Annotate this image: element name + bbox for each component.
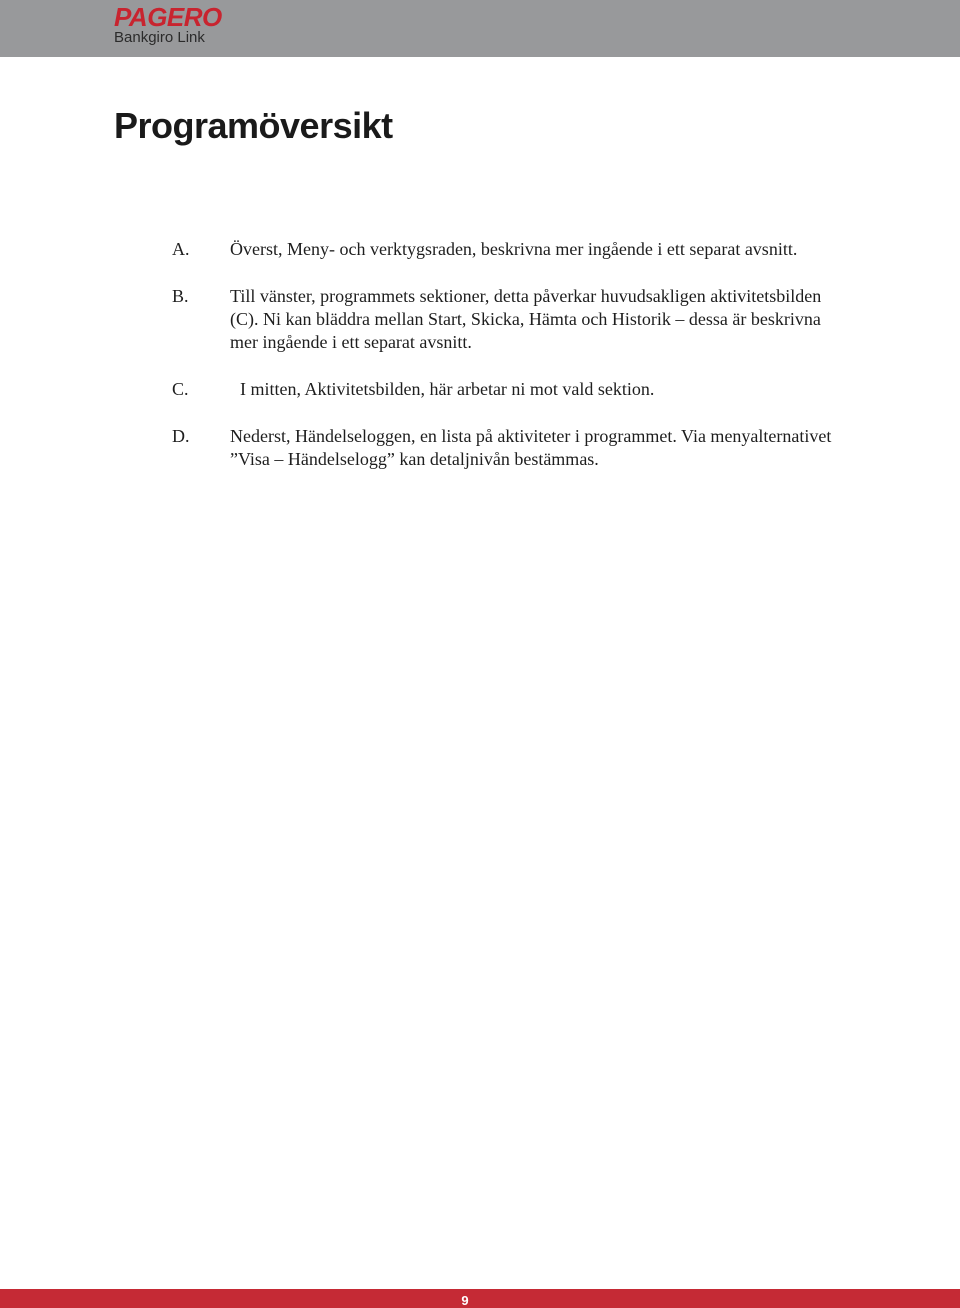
list-item-a <box>172 238 842 261</box>
list-item-d <box>172 425 842 471</box>
item-text: Nederst, Händelseloggen, en lista på aktiviteter i programmet. Via menyalternativet ”Visa – Händelselogg” kan detaljnivån bestämmas. <box>230 426 832 469</box>
item-letter: C. <box>172 379 189 399</box>
pagero-logo: PAGERO <box>114 2 222 32</box>
item-letter: B. <box>172 286 189 306</box>
item-letter: A. <box>172 239 190 259</box>
page-number: 9 <box>461 1293 469 1308</box>
page-title: Programöversikt <box>114 105 393 146</box>
list-item-b <box>172 285 842 354</box>
header-bar <box>0 0 960 57</box>
item-text: Till vänster, programmets sektioner, detta påverkar huvudsakligen aktivitetsbilden (C). Ni kan bläddra mellan Start, Skicka, Hämta och Historik – dessa är beskrivna mer ingående i ett separat avsnitt. <box>230 286 822 352</box>
list-item-c <box>172 378 842 401</box>
item-text: Överst, Meny- och verktygsraden, beskrivna mer ingående i ett separat avsnitt. <box>230 239 798 259</box>
item-text: I mitten, Aktivitetsbilden, här arbetar ni mot vald sektion. <box>240 379 655 399</box>
item-letter: D. <box>172 426 190 446</box>
product-subtitle: Bankgiro Link <box>114 29 205 46</box>
overview-list <box>172 238 842 495</box>
